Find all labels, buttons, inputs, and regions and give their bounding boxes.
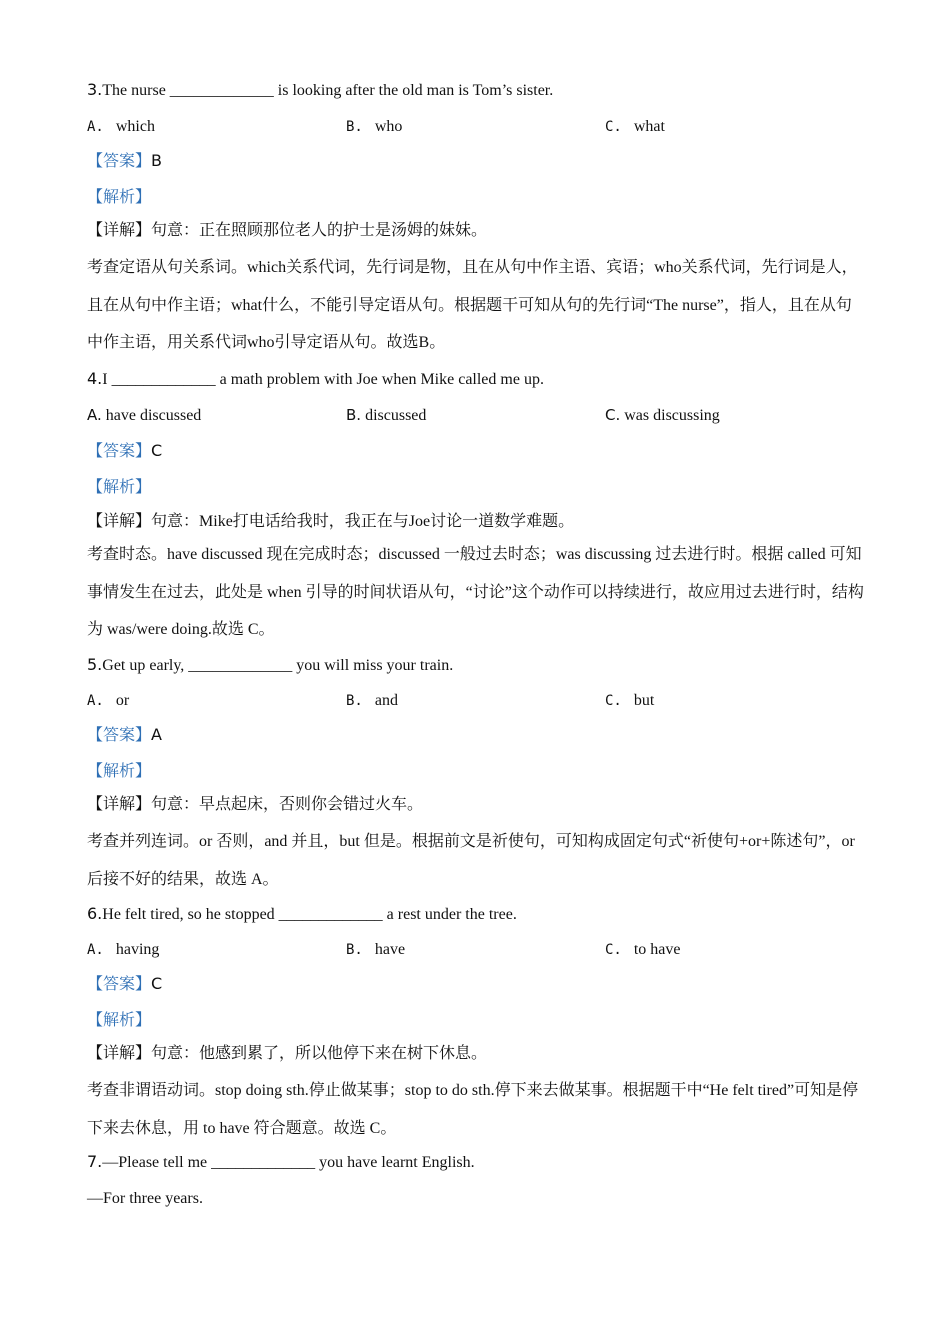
question-4-stem [87,369,544,390]
option-text: have discussed [105,407,202,424]
analysis-label: 【解析】 [87,477,152,496]
option-letter: B. [346,406,362,424]
question-6-answer [87,974,162,995]
answer-label: 【答案】 [87,974,152,993]
option-text: what [633,118,665,135]
option-letter: C. [605,119,622,135]
question-6-explanation: 考查非谓语动词。stop doing sth.停止做某事；stop to do sth.停下来去做某事。根据题干中“He felt tired”可知是停下来去休息，用 to have 符合题意。故选 C。 [87,1082,859,1137]
option-letter: A. [87,942,104,958]
question-5-answer [87,725,162,746]
question-6-option-a [87,940,159,960]
question-6-option-b [346,940,405,960]
question-number: 7. [87,1152,103,1171]
question-5-analysis-label [87,761,151,782]
detail-label: 【详解】 [87,1043,152,1062]
detail-text: 句意：Mike打电话给我时，我正在与Joe讨论一道数学难题。 [151,513,575,530]
question-text: Get up early, _____________ you will miss your train. [102,657,454,674]
answer-value: C [151,974,163,993]
question-3-option-a [87,117,155,137]
question-text: He felt tired, so he stopped _____________ a rest under the tree. [102,906,517,923]
question-3-explanation: 考查定语从句关系词。which关系代词，先行词是物，且在从句中作主语、宾语；who关系代词，先行词是人，且在从句中作主语；what什么，不能引导定语从句。根据题干可知从句的先行词“The nurse”，指人，且在从句中作主语，用关系代词who引导定语从句。故选B。 [87,259,858,351]
question-number: 4. [87,369,103,388]
question-4-detail [87,511,574,532]
option-text: having [115,941,160,958]
question-number: 3. [87,80,103,99]
question-3-stem [87,80,553,101]
question-4-analysis-label [87,477,151,498]
option-letter: A. [87,119,104,135]
detail-label: 【详解】 [87,511,152,530]
option-text: who [374,118,403,135]
question-5-option-a [87,691,129,711]
question-5-option-c [605,691,654,711]
question-6-stem [87,904,517,925]
option-text: was discussing [624,407,720,424]
option-letter: A. [87,406,102,424]
option-letter: C. [605,406,621,424]
analysis-label: 【解析】 [87,761,152,780]
detail-text: 句意：他感到累了，所以他停下来在树下休息。 [151,1045,488,1062]
question-text: The nurse _____________ is looking after the old man is Tom’s sister. [102,82,554,99]
option-letter: A. [87,693,104,709]
question-5-option-b [346,691,398,711]
question-4-option-c [605,405,720,426]
question-6-option-c [605,940,681,960]
option-letter: B. [346,693,363,709]
option-text: discussed [365,407,427,424]
question-3-answer [87,151,162,172]
detail-text: 句意：正在照顾那位老人的护士是汤姆的妹妹。 [151,222,488,239]
option-text: to have [633,941,681,958]
detail-label: 【详解】 [87,220,152,239]
question-3-analysis-label [87,187,151,208]
option-text: which [115,118,155,135]
analysis-label: 【解析】 [87,1010,152,1029]
answer-label: 【答案】 [87,441,152,460]
question-3-option-b [346,117,402,137]
detail-label: 【详解】 [87,794,152,813]
option-letter: C. [605,942,622,958]
question-number: 6. [87,904,103,923]
option-text: and [374,692,398,709]
option-letter: C. [605,693,622,709]
question-7-reply: —For three years. [87,1190,203,1207]
answer-value: A [151,725,162,744]
analysis-label: 【解析】 [87,187,152,206]
question-5-explanation: 考查并列连词。or 否则，and 并且，but 但是。根据前文是祈使句，可知构成固定句式“祈使句+or+陈述句”，or 后接不好的结果，故选 A。 [87,833,855,888]
answer-value: C [151,441,163,460]
question-5-stem [87,655,453,676]
answer-label: 【答案】 [87,151,152,170]
option-text: or [115,692,130,709]
option-text: have [374,941,406,958]
answer-label: 【答案】 [87,725,152,744]
question-4-option-b [346,405,426,426]
option-letter: B. [346,942,363,958]
question-6-detail [87,1043,487,1064]
question-4-answer [87,441,162,462]
detail-text: 句意：早点起床，否则你会错过火车。 [151,796,424,813]
question-7-stem [87,1152,475,1173]
question-3-option-c [605,117,665,137]
question-4-explanation: 考查时态。have discussed 现在完成时态；discussed 一般过去时态；was discussing 过去进行时。根据 called 可知事情发生在过去，此处是 when 引导的时间状语从句，“讨论”这个动作可以持续进行，故应用过去进行时，结构为 was/were doing.故选 C。 [87,546,864,638]
question-6-analysis-label [87,1010,151,1031]
question-4-option-a [87,405,201,426]
question-number: 5. [87,655,103,674]
question-5-detail [87,794,423,815]
question-3-detail [87,220,487,241]
option-letter: B. [346,119,363,135]
question-text: I _____________ a math problem with Joe when Mike called me up. [102,371,544,388]
answer-value: B [151,151,162,170]
question-text: —Please tell me _____________ you have learnt English. [102,1154,475,1171]
option-text: but [633,692,655,709]
